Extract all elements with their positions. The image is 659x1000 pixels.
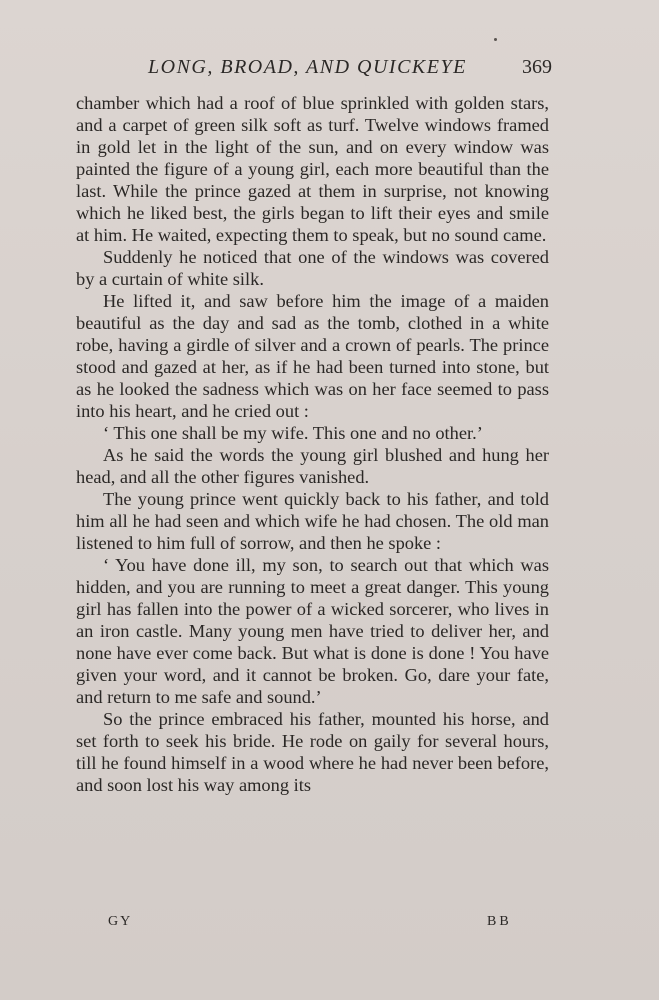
body-text (76, 92, 549, 796)
paragraph: The young prince went quickly back to his father, and told him all he had seen and which wife he had chosen. The old man listened to him full of sorrow, and then he spoke : (76, 489, 549, 553)
paragraph: ‘ This one shall be my wife. This one and no other.’ (103, 423, 483, 443)
paragraph: So the prince embraced his father, mounted his horse, and set forth to seek his bride. He rode on gaily for several hours, till he found himself in a wood where he had never been before, and soon lost his way among its (76, 709, 549, 795)
footer-gathering-mark: BB (487, 914, 512, 929)
running-head-title: LONG, BROAD, AND QUICKEYE (148, 56, 467, 78)
page-number: 369 (522, 56, 552, 78)
paragraph: As he said the words the young girl blushed and hung her head, and all the other figures vanished. (76, 445, 549, 487)
footer-signature: GY (108, 914, 133, 929)
paragraph: He lifted it, and saw before him the image of a maiden beautiful as the day and sad as the tomb, clothed in a white robe, having a girdle of silver and a crown of pearls. The prince stood and gazed at her, as if he had been turned into stone, but as he looked the sadness which was on her face seemed to pass into his heart, and he cried out : (76, 291, 549, 421)
running-head (76, 56, 552, 82)
ink-speck (494, 38, 497, 41)
paragraph: Suddenly he noticed that one of the windows was covered by a curtain of white silk. (76, 247, 549, 289)
paragraph: ‘ You have done ill, my son, to search out that which was hidden, and you are running to meet a great danger. This young girl has fallen into the power of a wicked sorcerer, who lives in an iron castle. Many young men have tried to deliver her, and none have ever come back. But what is done is done ! You have given your word, and it cannot be broken. Go, dare your fate, and return to me safe and sound.’ (76, 555, 549, 707)
paragraph: chamber which had a roof of blue sprinkled with golden stars, and a carpet of green silk soft as turf. Twelve windows framed in gold let in the light of the sun, and on every window was painted the figure of a young girl, each more beautiful than the last. While the prince gazed at them in surprise, not knowing which he liked best, the girls began to lift their eyes and smile at him. He waited, expecting them to speak, but no sound came. (76, 93, 549, 245)
